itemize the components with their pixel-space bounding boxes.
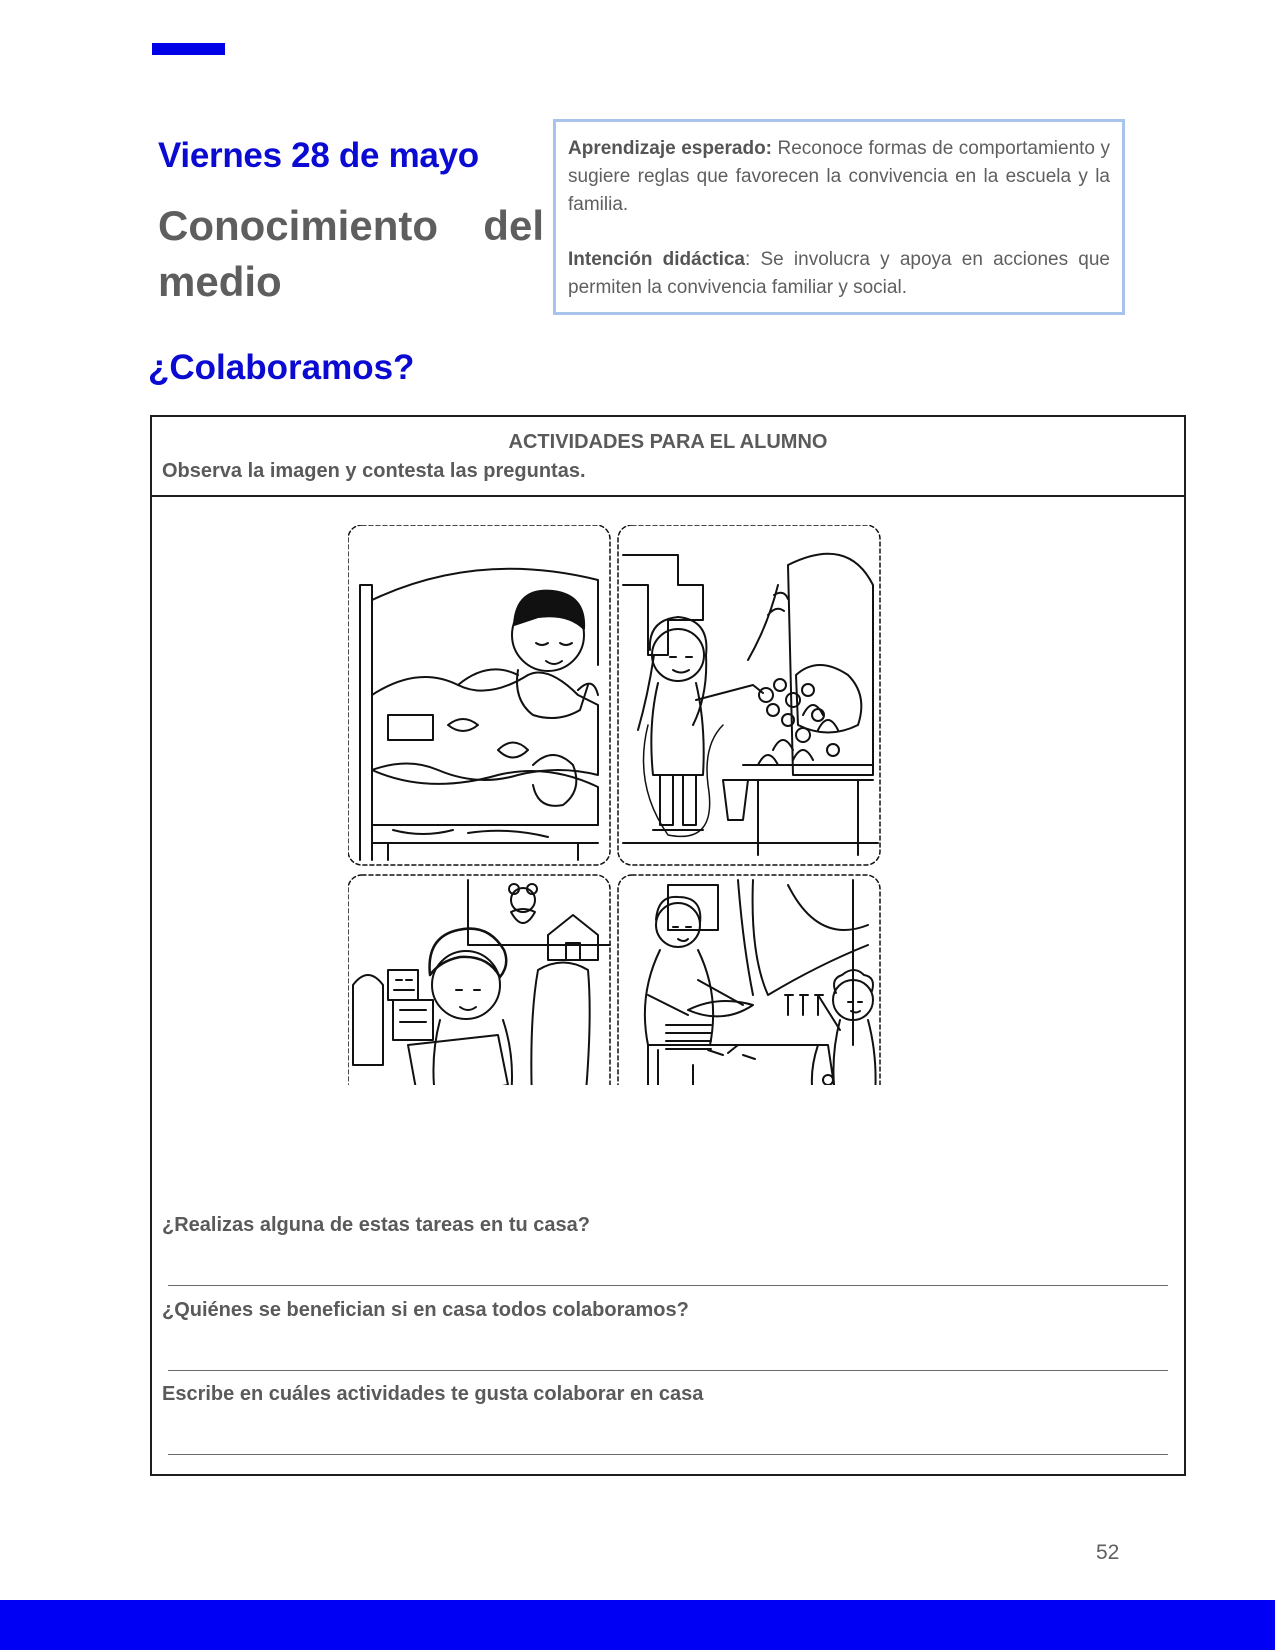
didactic-intention	[568, 246, 1110, 302]
intention-text: : Se involucra y apoya en acciones que permiten la convivencia familiar y social.	[568, 249, 1110, 298]
learning-label: Aprendizaje esperado:	[568, 138, 772, 159]
question-3: Escribe en cuáles actividades te gusta colaborar en casa	[162, 1383, 704, 1405]
activity-header	[152, 417, 1184, 497]
answer-line-2[interactable]	[168, 1370, 1168, 1371]
bottom-accent-bar	[0, 1600, 1275, 1650]
learning-info-box	[553, 119, 1125, 315]
top-accent-bar	[152, 43, 225, 55]
date-title: Viernes 28 de mayo	[158, 136, 479, 175]
answer-line-1[interactable]	[168, 1285, 1168, 1286]
panel-setting-table	[618, 875, 880, 1085]
subject-title: Conocimiento del medio	[158, 202, 544, 305]
panel-watering-plants	[618, 525, 880, 865]
answer-line-3[interactable]	[168, 1454, 1168, 1455]
intention-label: Intención didáctica	[568, 249, 745, 270]
chores-illustration	[348, 525, 888, 1085]
question-2: ¿Quiénes se benefician si en casa todos colaboramos?	[162, 1299, 689, 1321]
activity-heading: ACTIVIDADES PARA EL ALUMNO	[508, 431, 828, 453]
learning-text: Reconoce formas de comportamiento y sugiere reglas que favorecen la convivencia en la escuela y la familia.	[568, 138, 1110, 215]
section-title: ¿Colaboramos?	[148, 348, 415, 387]
panel-tidying-toys	[348, 875, 610, 1085]
question-1: ¿Realizas alguna de estas tareas en tu casa?	[162, 1214, 590, 1236]
activity-instruction: Observa la imagen y contesta las preguntas.	[162, 460, 586, 482]
panel-making-bed	[348, 525, 610, 865]
activity-box	[150, 415, 1186, 1476]
learning-expected	[568, 135, 1110, 219]
page-number: 52	[1096, 1541, 1120, 1564]
